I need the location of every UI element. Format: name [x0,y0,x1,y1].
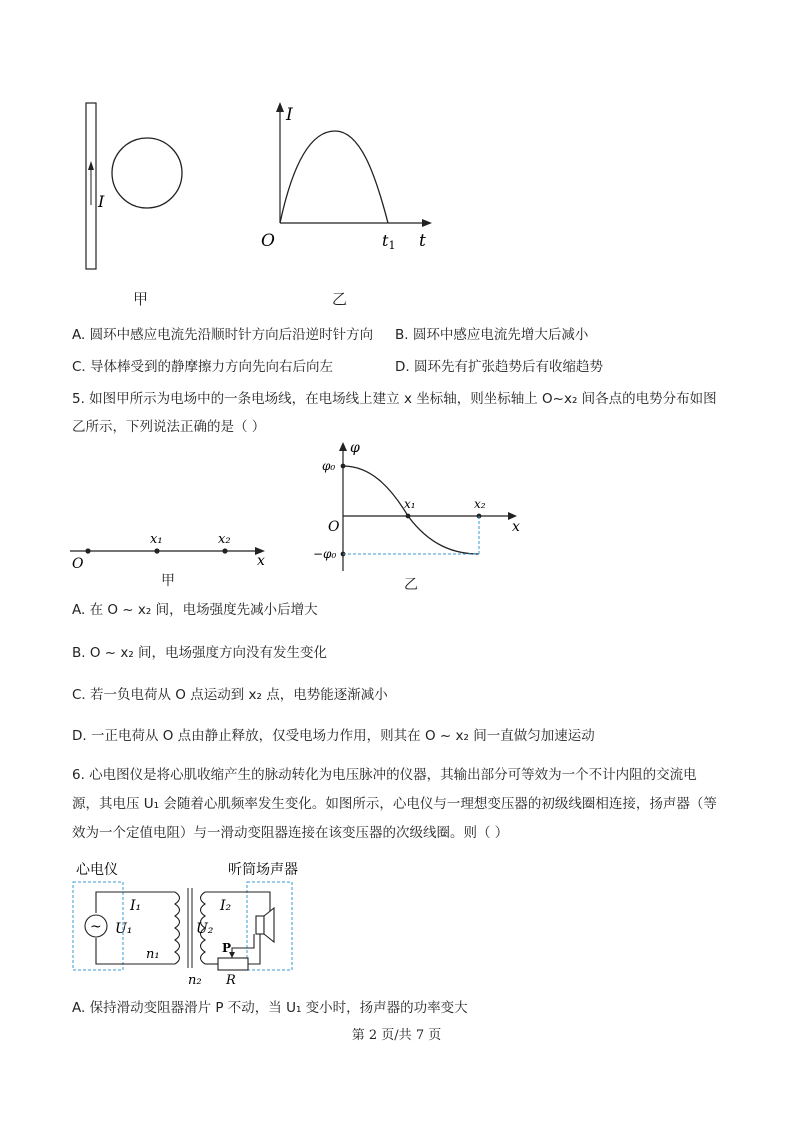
ecg-title: 心电仪 [76,862,118,878]
label-R: R [226,973,236,988]
q4-option-b: B. 圆环中感应电流先增大后减小 [395,327,589,343]
point-phi0 [341,464,346,469]
q5-caption-jia: 甲 [161,573,175,589]
label-U2: U₂ [196,921,214,937]
speaker-icon [256,916,264,934]
phi-axis-arrow-icon [339,442,347,451]
q5-caption-yi: 乙 [404,577,418,593]
current-curve [280,131,388,223]
label-I2: I₂ [220,898,232,914]
x-label-t: t [419,231,426,251]
q5-stem-line1: 5. 如图甲所示为电场中的一条电场线，在电场线上建立 x 坐标轴，则坐标轴上 O~x₂ 间各点的电势分布如图 [72,391,717,407]
t1-label: t1 [382,231,396,252]
q5-figure-yi [310,436,535,576]
x-axis-arrow-icon [422,219,432,227]
point-x2 [222,548,227,553]
q4-caption-jia: 甲 [133,290,149,308]
label-n2: n₂ [188,973,202,988]
label-P: P [222,941,232,955]
label-x: x [512,519,520,535]
ring [112,138,182,208]
current-label-I: I [98,192,105,211]
q5-option-d: D. 一正电荷从 O 点由静止释放，仅受电场力作用，则其在 O ~ x₂ 间一直做匀加速运动 [72,728,595,744]
label-U1: U₁ [115,921,133,937]
q5-option-a: A. 在 O ~ x₂ 间，电场强度先减小后增大 [72,602,318,618]
q5-figure-jia [68,525,278,570]
primary-coil [175,892,180,964]
y-label-I: I [286,105,293,125]
q4-figure-jia [70,95,200,280]
origin-label: O [261,231,275,251]
point-O [85,548,90,553]
y-axis-arrow-icon [276,102,284,112]
q4-option-c: C. 导体棒受到的静摩擦力方向先向右后向左 [72,359,334,375]
speaker-title: 听筒场声器 [228,862,298,878]
q5-option-c: C. 若一负电荷从 O 点运动到 x₂ 点，电势能逐渐减小 [72,687,388,703]
point-x1 [154,548,159,553]
label-O: O [72,556,84,570]
label-neg-phi0: −φ₀ [313,547,337,561]
q5-option-b: B. O ~ x₂ 间，电场强度方向没有发生变化 [72,645,328,661]
primary-wire-bottom [96,938,175,964]
q6-option-a: A. 保持滑动变阻器滑片 P 不动，当 U₁ 变小时，扬声器的功率变大 [72,1000,468,1016]
q5-stem-line2: 乙所示，下列说法正确的是（ ） [72,419,266,435]
label-x1: x₁ [150,532,163,547]
label-x2: x₂ [474,497,486,511]
slider-wire [232,934,254,958]
q6-stem-line2: 源，其电压 U₁ 会随着心肌频率发生变化。如图所示，心电仪与一理想变压器的初级线圈相连接，扬声器（等 [72,796,717,812]
q4-option-a: A. 圆环中感应电流先沿顺时针方向后沿逆时针方向 [72,327,374,343]
q6-circuit-diagram [70,858,315,988]
label-O: O [328,519,340,535]
label-n1: n₁ [146,947,160,962]
label-phi0: φ₀ [322,459,336,473]
rheostat [218,958,248,970]
q4-figure-yi [255,98,445,258]
secondary-wire-top [205,892,270,916]
q4-option-d: D. 圆环先有扩张趋势后有收缩趋势 [395,359,603,375]
label-x1: x₁ [404,497,416,511]
point-x1 [406,514,411,519]
label-phi: φ [350,440,360,456]
speaker-cone-icon [264,908,274,942]
ac-symbol: ~ [90,919,102,935]
q6-stem-line3: 效为一个定值电阻）与一滑动变阻器连接在该变压器的次级线圈。则（ ） [72,825,509,841]
q4-caption-yi: 乙 [332,290,348,308]
q6-stem-line1: 6. 心电图仪是将心肌收缩产生的脉动转化为电压脉冲的仪器，其输出部分可等效为一个不计内阻的交流电 [72,767,697,783]
label-I1: I₁ [130,898,142,914]
page-footer: 第 2 页/共 7 页 [351,1028,442,1043]
label-x: x [257,553,265,569]
label-x2: x₂ [218,532,231,547]
